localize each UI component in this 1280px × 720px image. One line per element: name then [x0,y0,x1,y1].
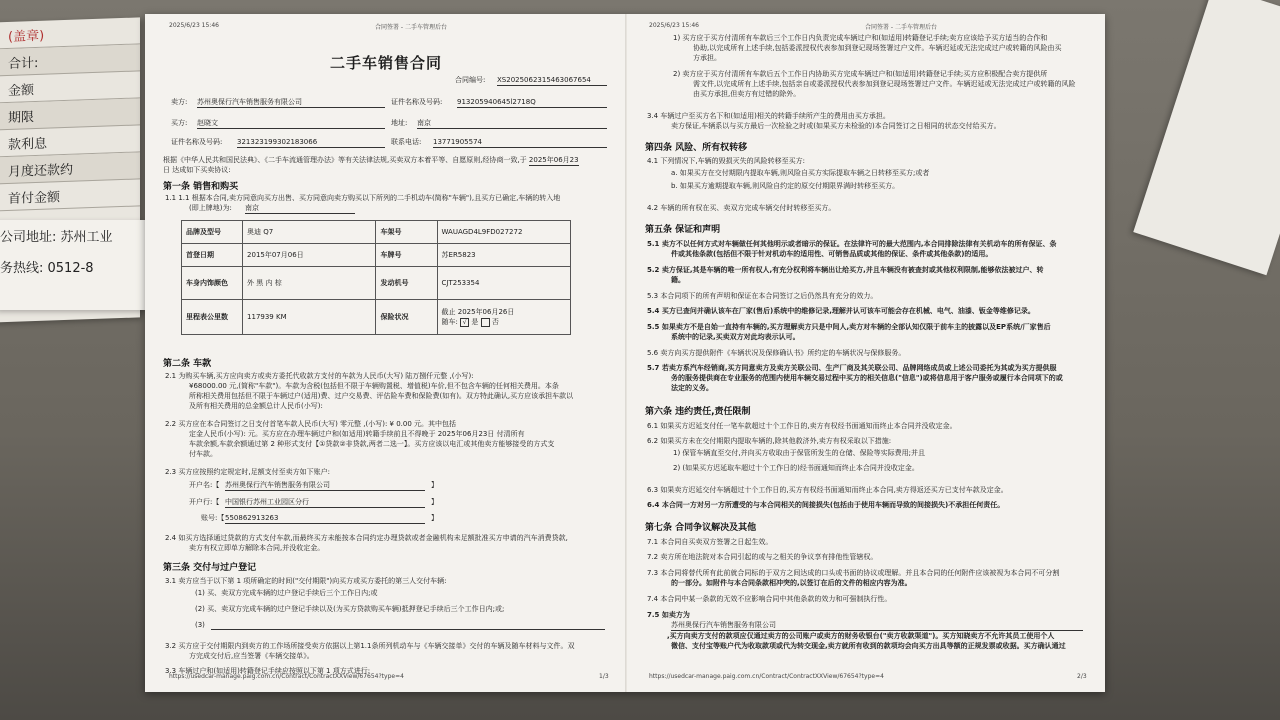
clause-4-2: 4.2 车辆的所有权在买、卖双方完成车辆交付时转移至买方。 [647,204,836,212]
account-name: 苏州奥保行汽车销售服务有限公司 [225,481,425,491]
table-cell: 发动机号 [376,267,437,300]
account-name-label: 开户名:【 [189,481,220,489]
clause-5-4: 5.4 买方已查问并确认该车在厂家(售后)系统中的维修记录,理解并认可该车可能会存在机械、电气、油漆、钣金等维修记录。 [647,307,1035,315]
clause-3-4-a: 3.4 车辆过户至买方名下和(如适用)相关的转籍手续所产生的费用由买方承担。 [647,112,890,120]
clause-3-3-2-a: 2) 卖方应于买方付清所有车款后五个工作日内协助买方完成车辆过户和(如适用)转籍登记手续;买方应积极配合卖方提供所 [673,70,1048,78]
table-cell: 车牌号 [376,244,437,267]
clause-2-3: 2.3 买方应按照约定规定时,足额支付至卖方如下账户: [165,468,330,476]
insurance-cell [437,300,570,335]
table-cell: 里程表公里数 [182,300,243,335]
clause-1-1: 1.1 1.1 根据本合同,卖方同意向买方出售、买方同意向卖方购买以下所列的二手机动车(简称"车辆"),且买方已确定,车辆的转入地 [165,194,561,202]
table-cell: CJT253354 [437,267,570,300]
clause-5-7-b: 务的服务提供商在专业服务的范围内使用车辆交易过程中买方的相关信息("信息")或将信息用于客户服务或履行本合同项下的或 [671,374,1063,382]
clause-7-3-b: 的一部分。如附件与本合同条款相冲突的,以签订在后的文件的相应内容为准。 [671,579,912,587]
clause-5-2-b: 籍。 [671,276,685,284]
clause-4-1-a: a. 如果买方在交付期限内提取车辆,则风险自买方实际提取车辆之日转移至买方;或者 [671,169,930,177]
clause-2-2-c: 车款余额,车款余额通过第 2 种形式支付【①贷款②非贷款,两者二选一】。买方应该以电汇或其他卖方能够接受的方式支 [189,440,555,448]
seller-cert: 913205940645l2718Q [457,98,607,108]
table-row [182,300,571,335]
clause-7-4: 7.4 本合同中某一条款的无效不应影响合同中其他条款的效力和可强制执行性。 [647,595,892,603]
contract-page-2 [627,14,1105,692]
bg-row: 合计: [0,44,140,76]
clause-2-1-d: 及所有相关费用的总金额总计人民币(小写): [189,402,323,410]
with-car-label: 随车: [441,318,458,326]
table-cell: 苏ER5823 [437,244,570,267]
table-cell: 首登日期 [182,244,243,267]
buyer-address: 南京 [417,119,607,129]
print-date: 2025/6/23 15:46 [649,22,699,29]
clause-3-1-d: (3) [195,621,205,629]
section-7-title: 第七条 合同争议解决及其他 [645,523,757,533]
section-3-title: 第三条 交付与过户登记 [163,563,257,573]
clause-2-4-b: 卖方有权立即单方解除本合同,并没收定金。 [189,544,325,552]
clause-3-2-b: 方完成交付后,应当签署《车辆交接单》。 [189,652,314,660]
clause-5-6: 5.6 卖方向买方提供附件《车辆状况及保修确认书》所约定的车辆状况与保修服务。 [647,349,906,357]
clause-5-5-b: 系统中的记录,买卖双方对此均表示认可。 [671,333,800,341]
clause-3-1-c: (2) 买、卖双方完成车辆的过户登记手续以及(为买方贷款购买车辆)抵押登记手续后三个工作日内;或; [195,605,505,613]
blank-line [211,621,605,630]
contract-page-1 [145,14,627,692]
contract-title: 二手车销售合同 [329,54,442,72]
clause-6-1: 6.1 如果买方迟延支付任一笔车款超过十个工作日的,卖方有权经书面通知而终止本合同并没收定金。 [647,422,957,430]
seller-label: 卖方: [171,98,188,106]
clause-3-2-a: 3.2 买方应于交付期限内到卖方的工作场所接受卖方依据以上第1.1条所列机动车与《车辆交接单》交付的车辆及随车材料与文件。双 [165,642,575,650]
clause-6-3: 6.3 如果卖方迟延交付车辆超过十个工作日的,买方有权经书面通知而终止本合同,卖方得返还买方已支付车款及定金。 [647,486,1008,494]
account-no-label: 账号:【 [201,514,225,522]
clause-3-3: 3.3 车辆过户和(如适用)转籍登记手续应按照以下第 1 项方式进行: [165,667,371,675]
section-2-title: 第二条 车款 [163,359,212,369]
clause-3-3-1-a: 1) 买方应于买方付清所有车款后三个工作日内负责完成车辆过户和(如适用)转籍登记手续;卖方应该给予买方适当的合作和 [673,34,1048,42]
section-5-title: 第五条 保证和声明 [645,225,721,235]
clause-3-3-2-b: 需文件,以完成所有上述手续,包括亲自或委派授权代表参加到登记现场签署过户文件。车辆迟延或无法完成过户或转籍的风险 [693,80,1076,88]
clause-7-3-a: 7.3 本合同将替代所有此前就合同标的于双方之间达成的口头或书面的协议或理解。并且本合同的任何附件应该被视为本合同不可分割 [647,569,1060,577]
address-label: 地址: [391,119,408,127]
clause-3-3-1-c: 方承担。 [693,54,721,62]
clause-3-1-a: 3.1 卖方应当于以下第 1 项所确定的时间("交付期限")向买方或买方委托的第三人交付车辆: [165,577,447,585]
clause-2-1-c: 所称相关费用包括但不限于车辆过户(适用)费、过户交易费、评估险车费和保险费(如有)。双方特此确认,买方应该承担车款以 [189,392,574,400]
clause-3-3-1-b: 协助,以完成所有上述手续,包括委派授权代表参加到登记现场签署过户文件。车辆迟延或无法完成过户或转籍的风险由买 [693,44,1062,52]
clause-2-4-a: 2.4 如买方选择通过贷款的方式支付车款,而最终买方未能按本合同约定办理贷款或者金融机构未足额批准买方申请的汽车消费贷款, [165,534,568,542]
contract-no-label: 合同编号: [455,76,486,84]
bg-row: (盖章) [0,17,140,49]
clause-6-2: 6.2 如果买方未在交付期限内提取车辆的,除其他救济外,卖方有权采取以下措施: [647,437,892,445]
clause-3-3-2-c: 由买方承担,但卖方有过错的除外。 [693,90,801,98]
footer-page: 2/3 [1077,673,1087,680]
buyer-label: 买方: [171,119,188,127]
bg-row: 期限 [0,98,140,130]
print-date: 2025/6/23 15:46 [169,22,219,29]
no-label: 否 [491,318,499,326]
insurance-with-car [442,317,566,327]
print-header-title: 合同签署 - 二手车管理后台 [865,24,937,31]
clause-5-3: 5.3 本合同项下的所有声明和保证在本合同签订之后仍然具有充分的效力。 [647,292,878,300]
clause-7-5-b: 微信、支付宝等账户代为收取款项或代为转交现金,卖方就所有收到的款项均会向买方出具等额的正规发票或收据。买方确认通过 [671,642,1066,650]
buyer-cert: 321323199302183066 [237,138,385,148]
clause-5-1-a: 5.1 卖方不以任何方式对车辆做任何其他明示或者暗示的保证。在法律许可的最大范围内,本合同排除法律有关机动车的所有保证、条 [647,240,1057,248]
section-4-title: 第四条 风险、所有权转移 [645,143,748,153]
clause-2-1-b: ¥68000.00 元,(简称"车款")。车款为含税(包括但不限于车辆购置税、增值税)车价,但不包含车辆的任何相关费用。本条 [189,382,559,390]
bg-row: 款利息 [0,125,140,157]
clause-2-2-b: 定金人民币(小写): 元。买方应在办理车辆过户和(如适用)转籍手续前且不得晚于 2025年06月23日 付清所有 [189,430,525,438]
bank-label: 开户行:【 [189,498,220,506]
preamble-end: 日 达成如下买卖协议: [163,166,231,174]
seller-cert-label: 证件名称及号码: [391,98,443,106]
contract-no: XS2025062315463067654 [497,76,607,86]
background-address-strip [0,220,146,310]
table-row [182,221,571,244]
clause-7-2: 7.2 卖方所在地法院对本合同引起的或与之相关的争议享有排他性管辖权。 [647,553,878,561]
footer-url: https://usedcar-manage.paig.com.cn/Contract/ContractXXView/67654?type=4 [649,673,884,680]
clause-7-5-a: ,买方向卖方支付的款项应仅通过卖方的公司账户或卖方的财务收银台("卖方收款渠道")。买方知晓卖方不允许其员工使用个人 [667,632,1055,640]
checkbox-yes[interactable]: √ [460,318,469,327]
table-cell: 品牌及型号 [182,221,243,244]
bank-name: 中国银行苏州工业园区分行 [225,498,425,508]
clause-5-5-a: 5.5 如果卖方不是自始一直持有车辆的,买方理解卖方只是中间人,卖方对车辆的全部认知仅限于前车主的披露以及EP系统/厂家售后 [647,323,1051,331]
table-cell: 2015年07月06日 [243,244,376,267]
footer-url: https://usedcar-manage.paig.com.cn/Contract/ContractXXView/67654?type=4 [169,673,404,680]
table-cell: 车身内饰颜色 [182,267,243,300]
bg-row: 金额 [0,71,140,103]
contract-sheet [145,14,1105,692]
clause-7-1: 7.1 本合同自买卖双方签署之日起生效。 [647,538,773,546]
clause-3-4-b: 卖方保证,车辆系以与买方最后一次检验之时或(如果买方未检验的)本合同签订之日相同的状态交付给买方。 [671,122,1001,130]
phone-label: 联系电话: [391,138,422,146]
seller-name: 苏州奥保行汽车销售服务有限公司 [197,98,385,108]
clause-6-2-1: 1) 保管车辆直至交付,并向买方收取由于保管所发生的仓储、保险等实际费用;并且 [673,449,925,457]
section-6-title: 第六条 违约责任,责任限制 [645,407,751,417]
bg-row: 月度还款约 [0,152,140,184]
bracket-close: 】 [431,514,438,522]
bg-hotline: 务热线: 0512-8 [0,261,94,276]
clause-7-5: 7.5 如卖方为 [647,611,690,619]
clause-2-1-a: 2.1 为购买车辆,买方应向卖方或卖方委托代收款方支付的车款为人民币(大写) 陆万捌仟元整 ,(小写): [165,372,474,380]
table-cell: 保险状况 [376,300,437,335]
bracket-close: 】 [431,498,438,506]
buyer-cert-label: 证件名称及号码: [171,138,223,146]
clause-5-7-c: 法定的义务。 [671,384,713,392]
insurance-expiry: 截止 2025年06月26日 [441,308,515,316]
preamble [163,156,579,166]
yes-label: 是 [471,318,479,326]
bg-address: 公司地址: 苏州工业 [0,230,113,245]
buyer-name: 赵晓文 [197,119,385,129]
bracket-close: 】 [431,481,438,489]
preamble-text: 根据《中华人民共和国民法典》、《二手车流通管理办法》等有关法律法规,买卖双方本着平等、自愿原则,经协商一致,于 [163,156,527,164]
checkbox-no[interactable] [481,318,490,327]
footer-page: 1/3 [599,673,609,680]
clause-5-1-b: 件或其他条款(包括但不限于针对机动车的适用性、可销售品质或其他的保证、条件或其他条款)的适用。 [671,250,993,258]
clause-1-1-b: (即上牌地)为: [189,204,232,212]
seller-name-blank: 苏州奥保行汽车销售服务有限公司 [671,621,1083,631]
table-cell: 117939 KM [243,300,376,335]
print-header-title: 合同签署 - 二手车管理后台 [375,24,447,31]
clause-3-1-b: (1) 买、卖双方完成车辆的过户登记手续后三个工作日内;或 [195,589,378,597]
clause-4-1-b: b. 如果买方逾期提取车辆,则风险自约定的原交付期限界满时转移至买方。 [671,182,900,190]
clause-5-2-a: 5.2 卖方保证,其是车辆的唯一所有权人,有充分权利将车辆出让给买方,并且车辆没有被查封或其他权利限制,能够依法被过户、转 [647,266,1044,274]
clause-2-2-a: 2.2 买方应在本合同签订之日支付首笔车款人民币(大写) 零元整 ,(小写): ¥ 0.00 元。其中包括 [165,420,457,428]
preamble-date: 2025年06月23 [528,156,579,164]
registration-city: 南京 [245,204,355,214]
table-row [182,267,571,300]
clause-6-2-2: 2) (如果买方迟延取车超过十个工作日的)经书面通知而终止本合同并没收定金。 [673,464,919,472]
clause-5-7-a: 5.7 若卖方系汽车经销商,买方同意卖方及卖方关联公司、生产厂商及其关联公司、品牌网络成员或上述公司委托为其或为买方提供服 [647,364,1057,372]
clause-2-2-d: 付车款。 [189,450,217,458]
account-no: 550862913263 [225,514,425,524]
buyer-phone: 13771905574 [433,138,607,148]
table-cell: 车架号 [376,221,437,244]
table-row [182,244,571,267]
table-cell: WAUAGD4L9FD027272 [437,221,570,244]
section-1-title: 第一条 销售和购买 [163,182,239,192]
bg-row: 首付金额 [0,179,140,211]
clause-4-1: 4.1 下列情况下,车辆的毁损灭失的风险转移至买方: [647,157,805,165]
table-cell: 奥迪 Q7 [243,221,376,244]
clause-6-4: 6.4 本合同一方对另一方所遭受的与本合同相关的间接损失(包括由于使用车辆而导致的间接损失)不承担任何责任。 [647,501,1005,509]
table-cell: 外 黑 内 棕 [243,267,376,300]
vehicle-info-table [181,220,571,335]
